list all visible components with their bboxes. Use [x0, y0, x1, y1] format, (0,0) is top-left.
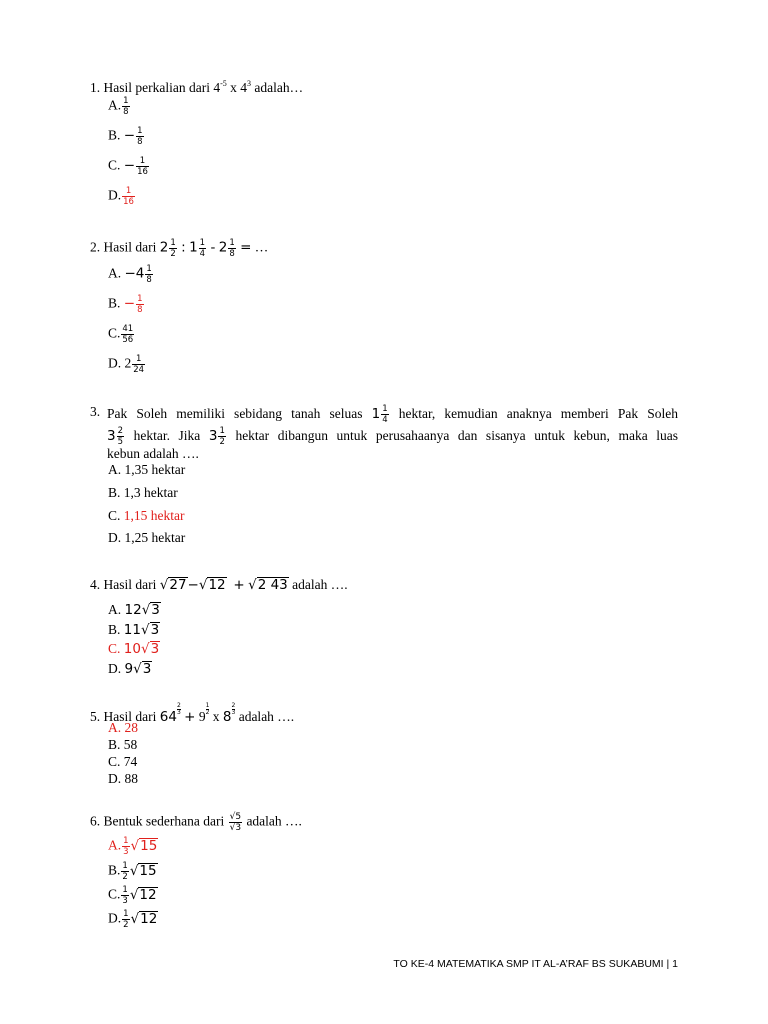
operator: x	[212, 709, 220, 724]
whole-number: 1	[371, 406, 381, 422]
question-text: Hasil perkalian dari 4	[103, 80, 221, 95]
q1-option-d[interactable]	[108, 186, 136, 207]
numerator: 1	[122, 186, 135, 197]
question-text: hektar, kemudian anaknya memberi Pak Soleh	[398, 406, 678, 421]
option-value: −4	[124, 265, 145, 282]
option-label: A.	[108, 602, 122, 617]
q3-option-c[interactable]	[108, 508, 185, 524]
option-label: B.	[108, 485, 121, 500]
whole-number: 3	[208, 428, 218, 444]
q6-option-b[interactable]	[108, 861, 158, 882]
numerator-radicand: 5	[235, 812, 242, 822]
q6-option-c[interactable]	[108, 885, 158, 906]
square-root: √12	[130, 910, 158, 927]
coefficient: 12	[124, 602, 142, 618]
option-label: A.	[108, 97, 122, 113]
question-text: Hasil dari	[103, 709, 157, 724]
question-text: x 4	[226, 80, 248, 95]
operator: +	[233, 577, 245, 593]
question-text: adalah ….	[246, 813, 302, 829]
denominator: 8	[137, 137, 143, 147]
option-value: 1,25 hektar	[124, 530, 186, 545]
denominator: 4	[382, 415, 388, 426]
question-text: Hasil dari	[103, 577, 157, 592]
denominator: 2	[205, 709, 210, 716]
question-4	[90, 577, 348, 593]
numerator: 1	[137, 126, 143, 136]
radicand: 3	[142, 661, 152, 677]
radicand: 3	[151, 602, 160, 618]
question-text: adalah ….	[292, 577, 348, 592]
option-value: 58	[123, 737, 138, 752]
fraction-exponent	[232, 703, 236, 716]
q5-option-c[interactable]	[108, 754, 137, 770]
equals-sign: =	[240, 239, 252, 256]
question-text: hektar. Jika	[133, 428, 201, 443]
q5-option-d[interactable]	[108, 771, 138, 787]
numerator: 1	[137, 294, 143, 304]
question-3-number: 3.	[90, 404, 101, 419]
q3-option-d[interactable]	[108, 530, 185, 546]
square-root: √3	[133, 661, 152, 677]
denominator: 2	[122, 872, 128, 882]
q1-option-c[interactable]	[108, 156, 150, 177]
square-root: √2 43	[248, 577, 288, 593]
denominator: 3	[123, 847, 129, 857]
question-text: Pak Soleh memiliki sebidang tanah seluas	[107, 406, 363, 421]
option-label: B.	[108, 622, 121, 637]
option-label: C.	[108, 157, 121, 173]
denominator: 8	[123, 107, 129, 117]
denominator-radicand: 3	[235, 823, 242, 833]
question-number: 5.	[90, 709, 101, 724]
option-label: C.	[108, 325, 121, 341]
denominator: 8	[137, 305, 143, 315]
square-root: √12	[129, 886, 157, 903]
q2-option-d[interactable]	[108, 354, 146, 375]
question-text: hektar dibangun untuk perusahaanya dan sisanya untuk kebun, maka luas	[235, 428, 679, 443]
option-value: 28	[124, 720, 138, 735]
minus-sign: −	[123, 127, 136, 144]
numerator: 1	[122, 861, 128, 871]
denominator: 2	[219, 437, 225, 448]
question-6	[90, 812, 302, 833]
denominator: 2	[123, 920, 129, 930]
whole-number: 3	[107, 428, 116, 444]
radicand: 15	[140, 837, 158, 854]
question-number: 6.	[90, 813, 101, 829]
q4-option-b[interactable]	[108, 622, 160, 638]
numerator: 1	[123, 96, 129, 106]
question-3-text-line-2	[107, 426, 678, 447]
denominator: 8	[229, 249, 235, 259]
option-label: C.	[108, 508, 121, 523]
whole-number: 2	[218, 239, 228, 256]
option-value: 1,35 hektar	[124, 462, 186, 477]
whole-number: 2	[159, 239, 169, 256]
q4-option-a[interactable]	[108, 602, 161, 618]
square-root: √27	[159, 577, 187, 593]
operator: +	[184, 709, 196, 725]
fraction-exponent	[206, 703, 210, 716]
question-number: 4.	[90, 577, 101, 592]
question-3-text-line-3: kebun adalah ….	[107, 446, 199, 461]
q6-option-a[interactable]	[108, 836, 158, 857]
option-label: C.	[108, 754, 121, 769]
numerator: 1	[132, 354, 145, 365]
option-value: 1,15 hektar	[123, 508, 185, 523]
option-label: A.	[108, 837, 122, 853]
option-label: D.	[108, 187, 122, 203]
numerator: 1	[229, 238, 235, 248]
question-number: 2.	[90, 239, 101, 255]
radicand: 3	[150, 641, 160, 657]
exponent: 3	[247, 79, 252, 88]
radicand: 15	[139, 862, 157, 879]
denominator: 2	[170, 249, 176, 259]
question-text: Bentuk sederhana dari	[103, 813, 225, 829]
option-value: 1,3 hektar	[123, 485, 178, 500]
numerator: 2	[176, 702, 181, 709]
denominator: 16	[137, 167, 148, 177]
question-text: adalah…	[251, 80, 304, 95]
q5-option-a[interactable]	[108, 720, 138, 736]
operator: −	[187, 577, 199, 593]
q4-option-d[interactable]	[108, 661, 152, 677]
q3-option-b[interactable]	[108, 485, 178, 501]
numerator: 1	[219, 426, 225, 437]
numerator: 1	[199, 238, 206, 248]
denominator: 4	[199, 249, 206, 259]
radicand: 12	[208, 577, 226, 593]
denominator: 8	[146, 275, 152, 285]
coefficient: 9	[124, 661, 134, 677]
option-label: D.	[108, 771, 122, 786]
operator: -	[210, 239, 216, 256]
numerator: 1	[170, 238, 176, 248]
question-text: Hasil dari	[103, 239, 157, 255]
option-label: B.	[108, 295, 121, 311]
option-label: D.	[108, 355, 122, 371]
footer-text: TO KE-4 MATEMATIKA SMP IT AL-A’RAF BS SUKABUMI	[393, 958, 664, 970]
q5-option-b[interactable]	[108, 737, 137, 753]
root-fraction: $\frac{√5}{√3}$	[229, 812, 242, 833]
radicand: 12	[139, 886, 157, 903]
question-2	[90, 238, 268, 259]
option-label: B.	[108, 862, 121, 878]
coefficient: 11	[123, 622, 141, 638]
numerator: 2	[231, 702, 236, 709]
question-1	[90, 79, 303, 96]
question-text: adalah ….	[238, 709, 295, 724]
page-footer	[393, 958, 678, 970]
square-root: √3	[140, 641, 160, 657]
option-label: A.	[108, 265, 122, 281]
correct-answer	[122, 186, 135, 207]
numerator: 1	[382, 404, 388, 415]
base: 9	[198, 709, 206, 724]
footer-separator: |	[666, 958, 670, 970]
option-label: D.	[108, 661, 122, 676]
option-label: D.	[108, 530, 122, 545]
numerator: 1	[136, 156, 149, 167]
numerator: 1	[123, 836, 129, 846]
radicand: 27	[169, 577, 187, 593]
q2-option-b[interactable]	[108, 294, 145, 315]
square-root: √15	[130, 837, 158, 854]
denominator: 16	[123, 197, 134, 207]
radicand: 12	[140, 910, 158, 927]
option-label: B.	[108, 127, 121, 143]
option-value: −	[123, 295, 136, 312]
numerator: 41	[122, 324, 134, 334]
square-root: √3	[140, 622, 160, 638]
q4-option-c[interactable]	[108, 641, 160, 657]
numerator: 1	[123, 909, 129, 919]
option-value: 2	[124, 355, 132, 371]
square-root: √15	[129, 862, 157, 879]
numerator: 1	[122, 885, 128, 895]
denominator: 5	[117, 437, 124, 448]
numerator: 1	[146, 264, 152, 274]
whole-number: 1	[189, 239, 198, 256]
denominator: 24	[133, 365, 145, 375]
denominator: 3	[231, 709, 236, 716]
option-label: A.	[108, 462, 122, 477]
operator: :	[181, 239, 186, 256]
option-label: D.	[108, 910, 122, 926]
option-label: C.	[108, 641, 121, 656]
coefficient: 10	[123, 641, 141, 657]
option-label: A.	[108, 720, 122, 735]
option-label: B.	[108, 737, 121, 752]
exponent: -5	[220, 79, 227, 88]
denominator: 3	[176, 709, 181, 716]
q2-option-c[interactable]	[108, 324, 135, 345]
fraction-exponent	[177, 703, 181, 716]
page-number: 1	[672, 958, 678, 970]
square-root: √12	[198, 577, 226, 593]
base: 8	[222, 709, 232, 725]
q2-option-a[interactable]	[108, 264, 154, 285]
minus-sign: −	[123, 157, 136, 174]
option-value: 88	[124, 771, 138, 786]
option-value: 74	[123, 754, 138, 769]
square-root: √3	[141, 602, 160, 618]
radicand: 3	[150, 622, 160, 638]
denominator: 56	[122, 335, 134, 345]
radicand: 2 43	[257, 577, 288, 593]
question-number: 1.	[90, 80, 101, 95]
q1-option-a[interactable]	[108, 96, 131, 117]
numerator: 2	[117, 426, 124, 437]
base: 64	[159, 709, 177, 725]
q1-option-b[interactable]	[108, 126, 145, 147]
denominator: 3	[122, 896, 128, 906]
q6-option-d[interactable]	[108, 909, 158, 930]
numerator: 1	[205, 702, 210, 709]
question-text: …	[254, 239, 269, 255]
question-3-text-line-1	[107, 404, 678, 425]
option-label: C.	[108, 886, 121, 902]
q3-option-a[interactable]	[108, 462, 185, 478]
